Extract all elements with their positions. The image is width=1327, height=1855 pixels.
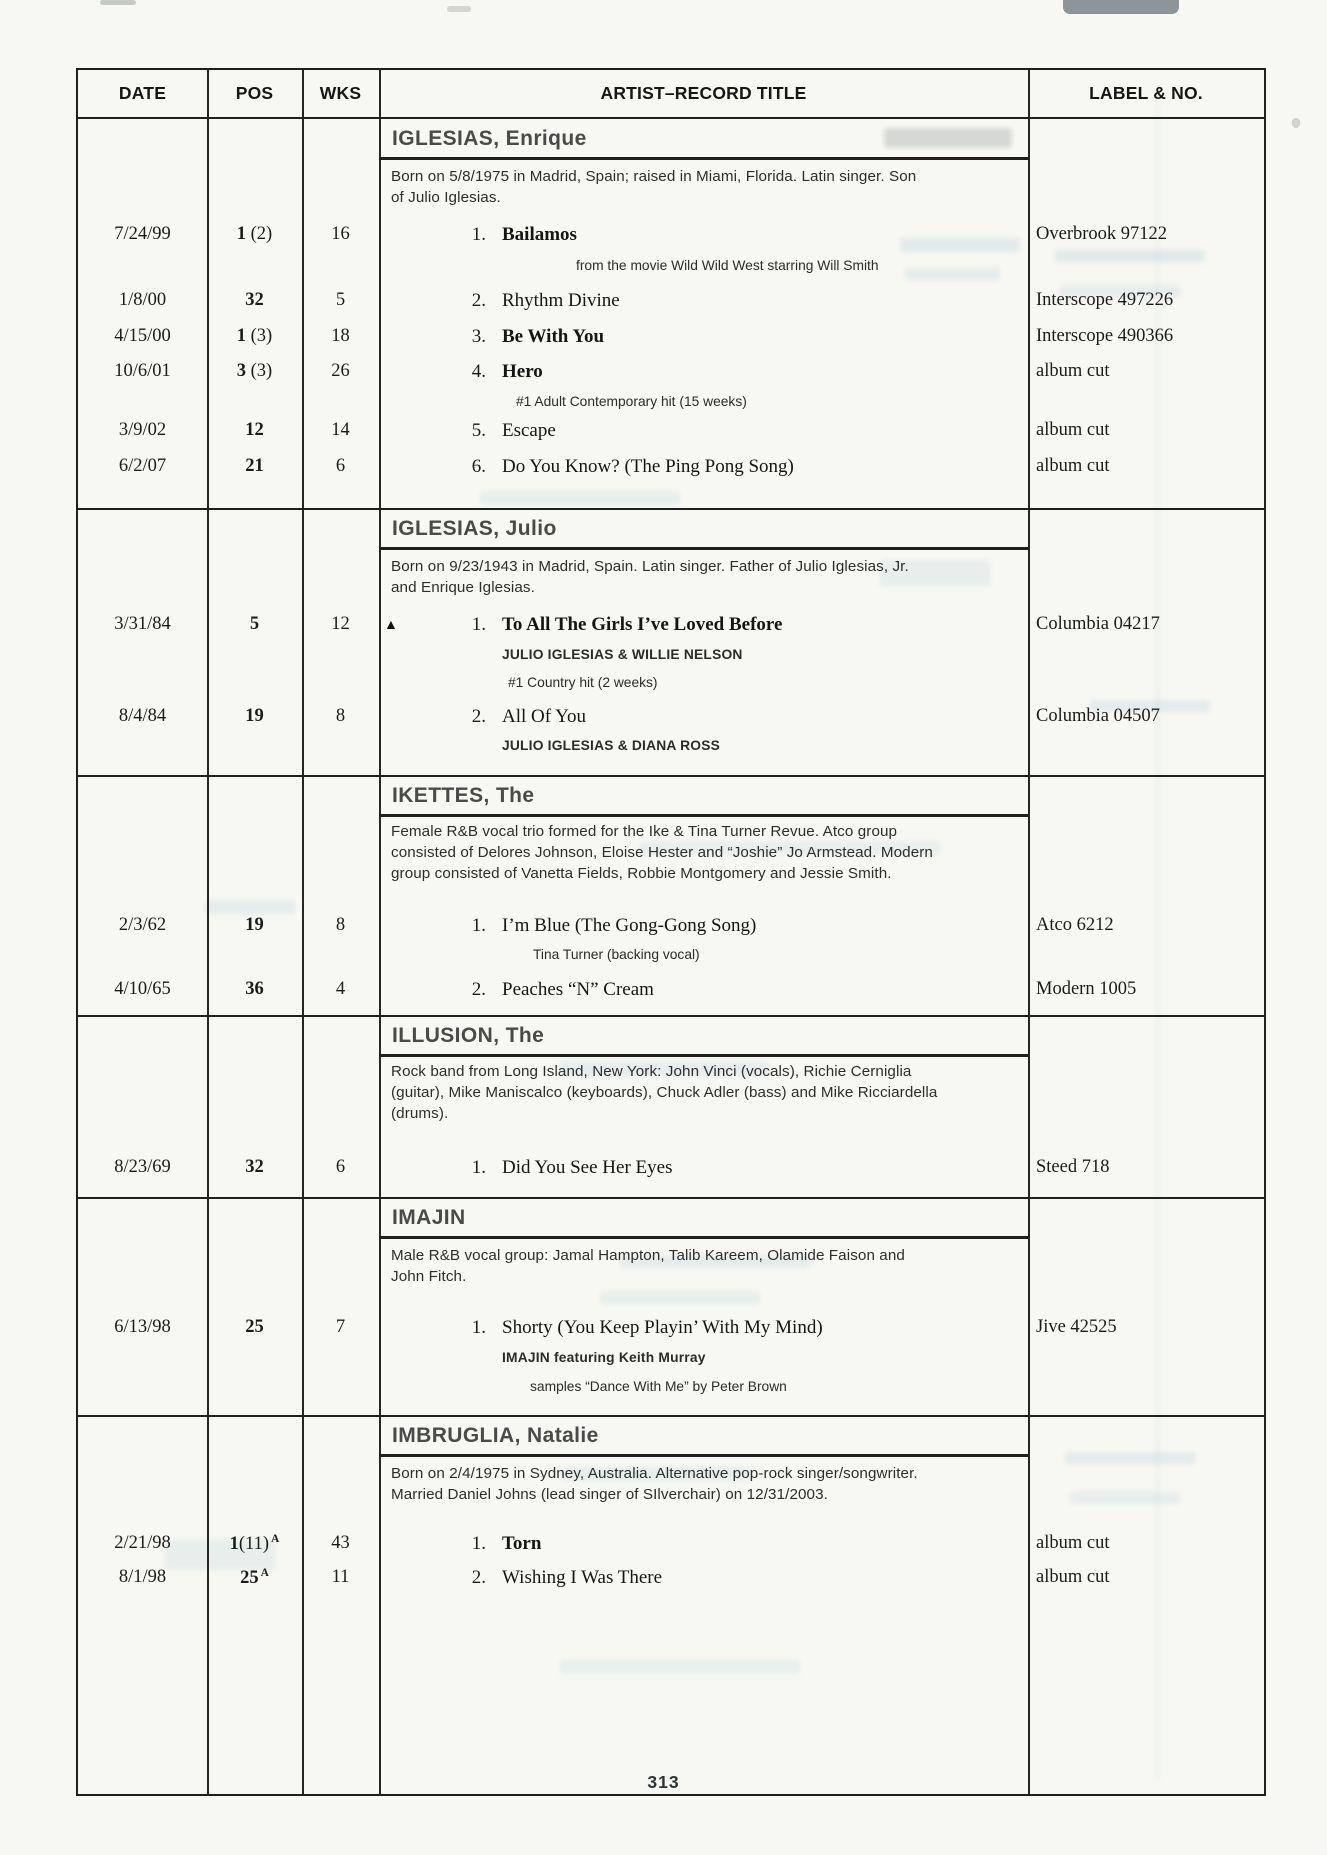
peak-pos: 32 (245, 1156, 264, 1177)
bio-line: Born on 9/23/1943 in Madrid, Spain. Latin singer. Father of Julio Iglesias, Jr. (391, 557, 909, 575)
entry-note: #1 Adult Contemporary hit (15 weeks) (516, 393, 747, 409)
artist-bio (391, 166, 1031, 208)
record-title: All Of You (502, 705, 586, 727)
peak-pos: 1 (236, 325, 247, 346)
entry-number: 2. (471, 978, 486, 1000)
bio-line: Born on 5/8/1975 in Madrid, Spain; raised in Miami, Florida. Latin singer. Son (391, 167, 917, 185)
artist-bio (391, 821, 1031, 884)
page-number: 313 (647, 1772, 680, 1792)
entry-peak-position (207, 979, 302, 1000)
entry-number: 3. (471, 325, 486, 347)
entry-date: 4/15/00 (114, 325, 171, 346)
peak-pos: 25 (245, 1316, 264, 1337)
entry-peak-position (207, 614, 302, 635)
record-title: Bailamos (502, 223, 577, 245)
entry-weeks: 8 (335, 914, 346, 935)
entry-weeks: 5 (335, 289, 346, 310)
record-title: To All The Girls I’ve Loved Before (502, 613, 783, 635)
artist-name: IMBRUGLIA, Natalie (392, 1423, 599, 1447)
chart-entry-row (78, 1157, 1264, 1185)
entry-number: 1. (471, 613, 486, 635)
entry-date: 7/24/99 (114, 223, 171, 244)
record-label: album cut (1036, 419, 1110, 440)
artist-section-iglesias-enrique (78, 120, 1264, 510)
entry-peak-position (207, 1157, 302, 1178)
entry-weeks: 6 (335, 1156, 346, 1177)
bio-line: consisted of Delores Johnson, Eloise Hester and “Joshie” Jo Armstead. Modern (391, 843, 933, 861)
artist-name: ILLUSION, The (392, 1023, 545, 1047)
record-label: Jive 42525 (1036, 1316, 1117, 1337)
entry-number: 1. (471, 223, 486, 245)
record-label: album cut (1036, 1566, 1110, 1587)
chart-entry-row (78, 706, 1264, 734)
peak-pos: 1 (229, 1533, 239, 1554)
entry-note: from the movie Wild Wild West starring Will Smith (576, 257, 879, 273)
record-title: Peaches “N” Cream (502, 978, 654, 1000)
chart-entry-row (78, 979, 1264, 1007)
entry-peak-position (207, 1567, 302, 1589)
gold-record-triangle-icon: ▲ (384, 615, 398, 632)
entry-date: 8/1/98 (118, 1566, 167, 1587)
artist-header (379, 1417, 1028, 1457)
bio-line: (drums). (391, 1104, 449, 1122)
artist-section-ikettes (78, 777, 1264, 1017)
artist-header (379, 1199, 1028, 1239)
chart-entry-row (78, 614, 1264, 642)
entry-peak-position (207, 290, 302, 311)
artist-section-illusion (78, 1017, 1264, 1199)
entry-date: 8/23/69 (114, 1156, 171, 1177)
entry-weeks: 16 (331, 223, 350, 244)
entry-peak-position (207, 706, 302, 727)
record-title: Torn (502, 1532, 542, 1554)
header-wks: WKS (319, 83, 362, 103)
chart-entry-row (78, 326, 1264, 354)
peak-weeks-note: (3) (246, 360, 273, 381)
chart-entry-row (78, 1533, 1264, 1561)
entry-artist-credit: IMAJIN featuring Keith Murray (502, 1349, 706, 1365)
header-label-no: LABEL & NO. (1089, 83, 1203, 103)
peak-weeks-note: (11) (238, 1533, 270, 1554)
peak-pos: 36 (245, 978, 264, 999)
artist-header (379, 510, 1028, 550)
artist-bio (391, 1061, 1031, 1124)
record-title: Escape (502, 419, 556, 441)
peak-pos: 3 (236, 360, 247, 381)
artist-section-imbruglia (78, 1417, 1264, 1795)
chart-entry-row (78, 915, 1264, 943)
record-title: Be With You (502, 325, 605, 347)
entry-weeks: 14 (331, 419, 350, 440)
peak-pos: 25 (240, 1567, 259, 1588)
header-artist-record-title: ARTIST–RECORD TITLE (600, 83, 807, 103)
record-title: Wishing I Was There (502, 1566, 663, 1588)
bio-line: Male R&B vocal group: Jamal Hampton, Talib Kareem, Olamide Faison and (391, 1246, 905, 1264)
chart-entry-row (78, 1317, 1264, 1345)
record-label: Columbia 04507 (1036, 705, 1160, 726)
entry-weeks: 43 (331, 1532, 350, 1553)
entry-number: 2. (471, 705, 486, 727)
bio-line: (guitar), Mike Maniscalco (keyboards), Chuck Adler (bass) and Mike Ricciardella (391, 1083, 938, 1101)
entry-peak-position (207, 224, 302, 245)
peak-pos: 19 (245, 705, 264, 726)
entry-weeks: 4 (335, 978, 346, 999)
entry-number: 1. (471, 1316, 486, 1338)
record-label: Steed 718 (1036, 1156, 1110, 1177)
record-title: Hero (502, 360, 543, 382)
bio-line: John Fitch. (391, 1267, 467, 1285)
entry-date: 3/31/84 (114, 613, 171, 634)
entry-number: 5. (471, 419, 486, 441)
scan-mark (1292, 118, 1300, 128)
entry-number: 1. (471, 1532, 486, 1554)
table-header-row (78, 70, 1264, 119)
peak-pos: 19 (245, 914, 264, 935)
bio-line: Rock band from Long Island, New York: John Vinci (vocals), Richie Cerniglia (391, 1062, 912, 1080)
record-title: Rhythm Divine (502, 289, 620, 311)
artist-header (379, 1017, 1028, 1057)
artist-name: IGLESIAS, Julio (392, 516, 557, 540)
record-label: Interscope 490366 (1036, 325, 1174, 346)
entry-peak-position (207, 326, 302, 347)
airplay-superscript: A (260, 1566, 269, 1579)
record-title: Shorty (You Keep Playin’ With My Mind) (502, 1316, 823, 1338)
bio-line: Married Daniel Johns (lead singer of SIlverchair) on 12/31/2003. (391, 1485, 828, 1503)
bio-line: and Enrique Iglesias. (391, 578, 535, 596)
peak-pos: 5 (249, 613, 260, 634)
artist-name: IGLESIAS, Enrique (392, 126, 587, 150)
artist-header (379, 120, 1028, 160)
entry-artist-credit: JULIO IGLESIAS & WILLIE NELSON (502, 646, 743, 662)
entry-peak-position (207, 361, 302, 382)
record-label: album cut (1036, 360, 1110, 381)
chart-entry-row (78, 361, 1264, 389)
entry-number: 1. (471, 1156, 486, 1178)
scan-mark (100, 0, 136, 5)
record-label: Modern 1005 (1036, 978, 1137, 999)
artist-section-iglesias-julio (78, 510, 1264, 777)
artist-bio (391, 556, 1031, 598)
bio-line: Born on 2/4/1975 in Sydney, Australia. Alternative pop-rock singer/songwriter. (391, 1464, 918, 1482)
entry-date: 8/4/84 (118, 705, 167, 726)
header-date: DATE (118, 83, 167, 103)
chart-entry-row (78, 1567, 1264, 1595)
entry-weeks: 26 (331, 360, 350, 381)
scan-mark (447, 6, 471, 12)
entry-date: 1/8/00 (118, 289, 167, 310)
entry-date: 10/6/01 (114, 360, 171, 381)
entry-weeks: 7 (335, 1316, 346, 1337)
artist-bio (391, 1463, 1031, 1505)
peak-pos: 1 (236, 223, 247, 244)
header-pos: POS (235, 83, 274, 103)
record-label: Overbrook 97122 (1036, 223, 1168, 244)
entry-date: 3/9/02 (118, 419, 167, 440)
record-title: Do You Know? (The Ping Pong Song) (502, 455, 794, 477)
entry-number: 4. (471, 360, 486, 382)
record-label: album cut (1036, 1532, 1110, 1553)
bio-line: of Julio Iglesias. (391, 188, 501, 206)
entry-date: 6/13/98 (114, 1316, 171, 1337)
chart-entry-row (78, 224, 1264, 252)
chart-entry-row (78, 456, 1264, 484)
entry-date: 4/10/65 (114, 978, 171, 999)
peak-weeks-note: (3) (246, 325, 273, 346)
entry-note: Tina Turner (backing vocal) (533, 946, 700, 962)
entry-number: 1. (471, 914, 486, 936)
chart-reference-table (76, 68, 1266, 1796)
artist-name: IMAJIN (392, 1205, 466, 1229)
entry-weeks: 6 (335, 455, 346, 476)
entry-peak-position (207, 1317, 302, 1338)
record-label: Columbia 04217 (1036, 613, 1160, 634)
bio-line: group consisted of Vanetta Fields, Robbie Montgomery and Jessie Smith. (391, 864, 892, 882)
peak-pos: 12 (245, 419, 264, 440)
entry-note: samples “Dance With Me” by Peter Brown (530, 1378, 787, 1394)
entry-date: 2/3/62 (118, 914, 167, 935)
entry-weeks: 8 (335, 705, 346, 726)
airplay-superscript: A (271, 1532, 280, 1545)
chart-entry-row (78, 420, 1264, 448)
entry-date: 2/21/98 (114, 1532, 171, 1553)
chart-entry-row (78, 290, 1264, 318)
entry-number: 2. (471, 289, 486, 311)
entry-number: 2. (471, 1566, 486, 1588)
record-title: I’m Blue (The Gong-Gong Song) (502, 914, 757, 936)
entry-peak-position (207, 456, 302, 477)
entry-artist-credit: JULIO IGLESIAS & DIANA ROSS (502, 737, 720, 753)
peak-pos: 32 (245, 289, 264, 310)
entry-note: #1 Country hit (2 weeks) (508, 674, 658, 690)
entry-weeks: 18 (331, 325, 350, 346)
entry-weeks: 11 (331, 1566, 350, 1587)
artist-header (379, 777, 1028, 817)
entry-peak-position (207, 1533, 302, 1555)
peak-pos: 21 (245, 455, 264, 476)
record-label: album cut (1036, 455, 1110, 476)
bio-line: Female R&B vocal trio formed for the Ike & Tina Turner Revue. Atco group (391, 822, 898, 840)
entry-weeks: 12 (331, 613, 350, 634)
peak-weeks-note: (2) (246, 223, 273, 244)
entry-peak-position (207, 420, 302, 441)
artist-section-imajin (78, 1199, 1264, 1417)
entry-date: 6/2/07 (118, 455, 167, 476)
scan-mark-bar (1063, 0, 1179, 14)
entry-peak-position (207, 915, 302, 936)
record-title: Did You See Her Eyes (502, 1156, 673, 1178)
record-label: Interscope 497226 (1036, 289, 1174, 310)
record-label: Atco 6212 (1036, 914, 1114, 935)
artist-bio (391, 1245, 1031, 1287)
artist-name: IKETTES, The (392, 783, 535, 807)
entry-number: 6. (471, 455, 486, 477)
